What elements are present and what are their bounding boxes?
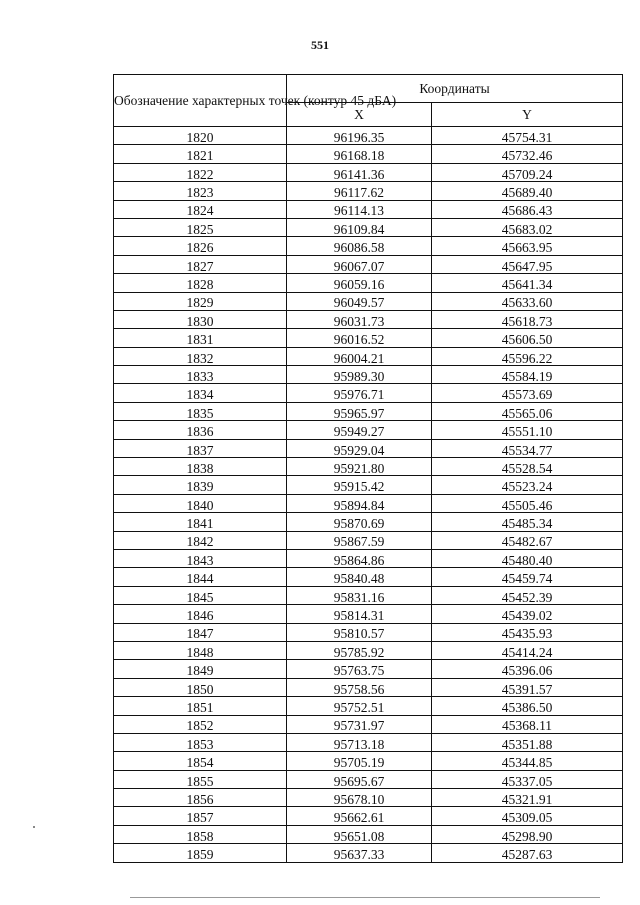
table-row (114, 476, 623, 494)
x-coordinate-cell: 96016.52 (287, 329, 432, 347)
y-coordinate-cell: 45287.63 (432, 844, 623, 862)
table-row (114, 439, 623, 457)
y-coordinate-cell: 45391.57 (432, 678, 623, 696)
x-coordinate-cell: 95915.42 (287, 476, 432, 494)
y-coordinate-cell: 45485.34 (432, 513, 623, 531)
point-id-cell: 1848 (114, 641, 287, 659)
y-coordinate-cell: 45618.73 (432, 310, 623, 328)
y-coordinate-cell: 45459.74 (432, 568, 623, 586)
point-id-cell: 1849 (114, 660, 287, 678)
point-id-cell: 1828 (114, 274, 287, 292)
point-id-cell: 1851 (114, 697, 287, 715)
table-row (114, 568, 623, 586)
x-coordinate-cell: 95831.16 (287, 586, 432, 604)
x-coordinate-cell: 96049.57 (287, 292, 432, 310)
x-coordinate-cell: 96109.84 (287, 218, 432, 236)
point-id-cell: 1833 (114, 366, 287, 384)
table-row (114, 366, 623, 384)
table-row (114, 623, 623, 641)
x-coordinate-cell: 95651.08 (287, 825, 432, 843)
y-coordinate-cell: 45754.31 (432, 127, 623, 145)
x-coordinate-cell: 96117.62 (287, 182, 432, 200)
point-id-cell: 1827 (114, 255, 287, 273)
x-coordinate-cell: 95921.80 (287, 458, 432, 476)
point-id-cell: 1835 (114, 402, 287, 420)
point-id-cell: 1824 (114, 200, 287, 218)
x-coordinate-cell: 95810.57 (287, 623, 432, 641)
table-row (114, 641, 623, 659)
table-row (114, 789, 623, 807)
x-coordinate-cell: 95989.30 (287, 366, 432, 384)
y-coordinate-cell: 45396.06 (432, 660, 623, 678)
x-coordinate-cell: 96168.18 (287, 145, 432, 163)
table-row (114, 237, 623, 255)
y-coordinate-cell: 45565.06 (432, 402, 623, 420)
y-coordinate-cell: 45732.46 (432, 145, 623, 163)
x-coordinate-cell: 95763.75 (287, 660, 432, 678)
x-coordinate-cell: 96004.21 (287, 347, 432, 365)
x-coordinate-cell: 95864.86 (287, 549, 432, 567)
y-coordinate-cell: 45633.60 (432, 292, 623, 310)
point-id-cell: 1853 (114, 733, 287, 751)
point-id-cell: 1838 (114, 458, 287, 476)
x-coordinate-cell: 96067.07 (287, 255, 432, 273)
table-row (114, 163, 623, 181)
table-header (114, 75, 623, 127)
point-id-cell: 1831 (114, 329, 287, 347)
table-row (114, 127, 623, 145)
x-coordinate-cell: 96141.36 (287, 163, 432, 181)
x-coordinate-cell: 95894.84 (287, 494, 432, 512)
y-coordinate-cell: 45309.05 (432, 807, 623, 825)
point-id-cell: 1843 (114, 549, 287, 567)
x-coordinate-cell: 95731.97 (287, 715, 432, 733)
table-body (114, 127, 623, 863)
table-row (114, 384, 623, 402)
point-id-cell: 1857 (114, 807, 287, 825)
y-coordinate-cell: 45683.02 (432, 218, 623, 236)
y-coordinate-cell: 45452.39 (432, 586, 623, 604)
table-row (114, 494, 623, 512)
table-row (114, 292, 623, 310)
y-coordinate-cell: 45573.69 (432, 384, 623, 402)
point-id-cell: 1841 (114, 513, 287, 531)
table-row (114, 458, 623, 476)
y-coordinate-cell: 45534.77 (432, 439, 623, 457)
y-coordinate-cell: 45641.34 (432, 274, 623, 292)
footer-rule (130, 897, 600, 898)
point-id-cell: 1830 (114, 310, 287, 328)
table-row (114, 586, 623, 604)
point-id-cell: 1847 (114, 623, 287, 641)
table-row (114, 513, 623, 531)
table-row (114, 660, 623, 678)
point-id-cell: 1859 (114, 844, 287, 862)
point-id-cell: 1858 (114, 825, 287, 843)
x-coordinate-cell: 95662.61 (287, 807, 432, 825)
table-row (114, 697, 623, 715)
y-coordinate-cell: 45528.54 (432, 458, 623, 476)
point-id-cell: 1829 (114, 292, 287, 310)
y-coordinate-cell: 45596.22 (432, 347, 623, 365)
table-row (114, 715, 623, 733)
table-row (114, 549, 623, 567)
point-id-cell: 1825 (114, 218, 287, 236)
point-id-cell: 1842 (114, 531, 287, 549)
table-row (114, 733, 623, 751)
point-id-cell: 1832 (114, 347, 287, 365)
point-id-cell: 1837 (114, 439, 287, 457)
table-row (114, 218, 623, 236)
scan-mark (33, 826, 35, 828)
y-coordinate-cell: 45414.24 (432, 641, 623, 659)
point-id-cell: 1839 (114, 476, 287, 494)
x-coordinate-cell: 95976.71 (287, 384, 432, 402)
x-coordinate-cell: 95785.92 (287, 641, 432, 659)
y-coordinate-cell: 45351.88 (432, 733, 623, 751)
header-coordinates: Координаты (287, 75, 623, 103)
point-id-cell: 1846 (114, 605, 287, 623)
y-coordinate-cell: 45344.85 (432, 752, 623, 770)
point-id-cell: 1834 (114, 384, 287, 402)
x-coordinate-cell: 95705.19 (287, 752, 432, 770)
table-row (114, 844, 623, 862)
y-coordinate-cell: 45435.93 (432, 623, 623, 641)
x-coordinate-cell: 95929.04 (287, 439, 432, 457)
table-row (114, 825, 623, 843)
y-coordinate-cell: 45386.50 (432, 697, 623, 715)
x-coordinate-cell: 95678.10 (287, 789, 432, 807)
y-coordinate-cell: 45709.24 (432, 163, 623, 181)
table-row (114, 770, 623, 788)
table-row (114, 807, 623, 825)
y-coordinate-cell: 45523.24 (432, 476, 623, 494)
point-id-cell: 1856 (114, 789, 287, 807)
x-coordinate-cell: 95814.31 (287, 605, 432, 623)
table-row (114, 200, 623, 218)
point-id-cell: 1822 (114, 163, 287, 181)
y-coordinate-cell: 45551.10 (432, 421, 623, 439)
point-id-cell: 1820 (114, 127, 287, 145)
y-coordinate-cell: 45689.40 (432, 182, 623, 200)
y-coordinate-cell: 45663.95 (432, 237, 623, 255)
table-row (114, 421, 623, 439)
header-point-designation: Обозначение характерных точек (контур 45 дБА) (114, 75, 287, 127)
table-row (114, 402, 623, 420)
point-id-cell: 1844 (114, 568, 287, 586)
y-coordinate-cell: 45439.02 (432, 605, 623, 623)
x-coordinate-cell: 95965.97 (287, 402, 432, 420)
y-coordinate-cell: 45482.67 (432, 531, 623, 549)
header-x: X (287, 103, 432, 127)
table-row (114, 605, 623, 623)
table-row (114, 182, 623, 200)
y-coordinate-cell: 45606.50 (432, 329, 623, 347)
table-row (114, 329, 623, 347)
y-coordinate-cell: 45480.40 (432, 549, 623, 567)
y-coordinate-cell: 45321.91 (432, 789, 623, 807)
y-coordinate-cell: 45337.05 (432, 770, 623, 788)
point-id-cell: 1821 (114, 145, 287, 163)
x-coordinate-cell: 96196.35 (287, 127, 432, 145)
point-id-cell: 1823 (114, 182, 287, 200)
point-id-cell: 1852 (114, 715, 287, 733)
x-coordinate-cell: 96086.58 (287, 237, 432, 255)
point-id-cell: 1836 (114, 421, 287, 439)
x-coordinate-cell: 96114.13 (287, 200, 432, 218)
table-row (114, 310, 623, 328)
x-coordinate-cell: 96059.16 (287, 274, 432, 292)
point-id-cell: 1826 (114, 237, 287, 255)
y-coordinate-cell: 45686.43 (432, 200, 623, 218)
point-id-cell: 1854 (114, 752, 287, 770)
header-y: Y (432, 103, 623, 127)
table-row (114, 145, 623, 163)
table-row (114, 274, 623, 292)
x-coordinate-cell: 95867.59 (287, 531, 432, 549)
x-coordinate-cell: 95870.69 (287, 513, 432, 531)
coordinates-table (113, 74, 623, 863)
table-row (114, 678, 623, 696)
point-id-cell: 1845 (114, 586, 287, 604)
x-coordinate-cell: 95713.18 (287, 733, 432, 751)
table-row (114, 347, 623, 365)
x-coordinate-cell: 95695.67 (287, 770, 432, 788)
point-id-cell: 1850 (114, 678, 287, 696)
x-coordinate-cell: 95840.48 (287, 568, 432, 586)
table-row (114, 531, 623, 549)
x-coordinate-cell: 95752.51 (287, 697, 432, 715)
x-coordinate-cell: 95637.33 (287, 844, 432, 862)
y-coordinate-cell: 45584.19 (432, 366, 623, 384)
table-row (114, 255, 623, 273)
page-number: 551 (311, 38, 329, 52)
y-coordinate-cell: 45505.46 (432, 494, 623, 512)
point-id-cell: 1840 (114, 494, 287, 512)
y-coordinate-cell: 45298.90 (432, 825, 623, 843)
x-coordinate-cell: 95758.56 (287, 678, 432, 696)
y-coordinate-cell: 45647.95 (432, 255, 623, 273)
x-coordinate-cell: 95949.27 (287, 421, 432, 439)
x-coordinate-cell: 96031.73 (287, 310, 432, 328)
point-id-cell: 1855 (114, 770, 287, 788)
table-row (114, 752, 623, 770)
y-coordinate-cell: 45368.11 (432, 715, 623, 733)
